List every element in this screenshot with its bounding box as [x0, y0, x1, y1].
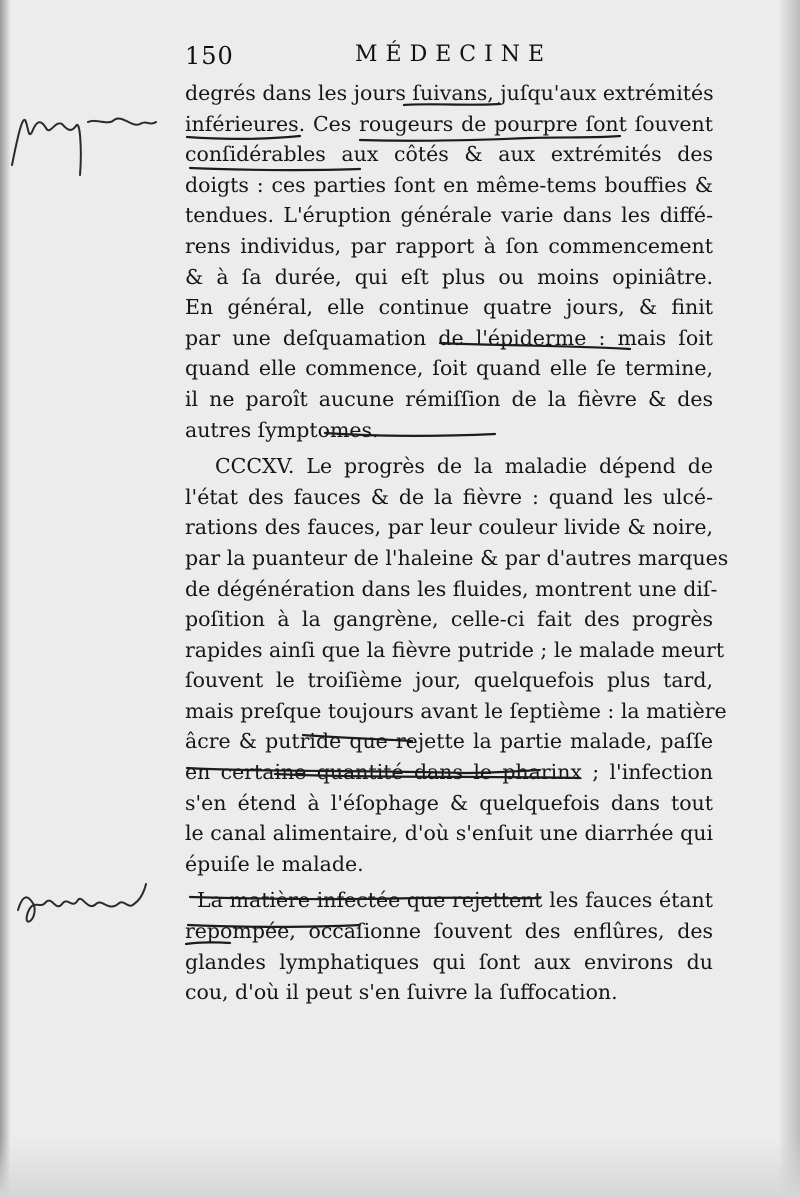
text-line: âcre & putride que rejette la partie malade, paſſe	[185, 729, 713, 754]
text-line: poſition à la gangrène, celle-ci fait des progrès	[185, 607, 713, 632]
text-line: degrés dans les jours ſuivans, juſqu'aux extrémités	[185, 81, 714, 105]
text-line: par une deſquamation de l'épiderme : mais ſoit	[185, 325, 713, 350]
text-line: & à ſa durée, qui eſt plus ou moins opiniâtre.	[185, 264, 713, 289]
running-head: MÉDECINE	[355, 42, 553, 67]
page-bottom-shadow	[0, 1138, 800, 1198]
text-line: La matière infectée que rejettent les fauces étant	[197, 888, 713, 913]
text-line: rens individus, par rapport à ſon commencement	[185, 233, 713, 258]
text-line: épuiſe le malade.	[185, 851, 364, 876]
text-line: repompée, occaſionne ſouvent des enflûres, des	[185, 919, 713, 944]
text-line: s'en étend à l'éſophage & quelquefois dans tout	[185, 790, 713, 815]
section-heading-line: CCCXV. Le progrès de la maladie dépend de	[215, 454, 713, 479]
text-line: conſidérables aux côtés & aux extrémités des	[185, 142, 713, 167]
page-number: 150	[185, 42, 234, 70]
body-text	[185, 78, 729, 1008]
text-line: ſouvent le troiſième jour, quelquefois plus tard,	[185, 668, 713, 693]
text-line: rapides ainſi que la fièvre putride ; le malade meurt	[185, 637, 725, 662]
text-line: inférieures. Ces rougeurs de pourpre ſont ſouvent	[185, 111, 713, 136]
text-line: en certaine quantité dans le pharinx ; l'infection	[185, 760, 713, 785]
text-line: glandes lymphatiques qui ſont aux environs du	[185, 949, 713, 974]
text-line: quand elle commence, ſoit quand elle ſe termine,	[185, 356, 713, 381]
text-line: tendues. L'éruption générale varie dans les diffé-	[185, 203, 713, 228]
page-gutter	[0, 0, 10, 1198]
text-line: de dégénération dans les fluides, montrent une diſ-	[185, 576, 718, 601]
text-line: il ne paroît aucune rémiſſion de la fièvre & des	[185, 386, 713, 411]
margin-scribble-bottom	[18, 884, 146, 922]
text-line: rations des fauces, par leur couleur livide & noire,	[185, 515, 713, 540]
text-line: par la puanteur de l'haleine & par d'autres marques	[185, 545, 729, 570]
text-line: l'état des fauces & de la fièvre : quand les ulcé-	[185, 484, 713, 509]
text-line: doigts : ces parties ſont en même-tems bouffies &	[185, 172, 713, 197]
page-edge	[780, 0, 800, 1198]
text-line: En général, elle continue quatre jours, & finit	[185, 295, 713, 320]
text-line: mais preſque toujours avant le ſeptième : la matière	[185, 698, 727, 723]
page-header	[185, 42, 715, 78]
text-line: cou, d'où il peut s'en ſuivre la ſuffocation.	[185, 980, 618, 1005]
text-line: le canal alimentaire, d'où s'enſuit une diarrhée qui	[185, 821, 713, 846]
margin-scribble-pourpre	[12, 118, 156, 175]
text-line: autres ſymptomes.	[185, 417, 379, 442]
